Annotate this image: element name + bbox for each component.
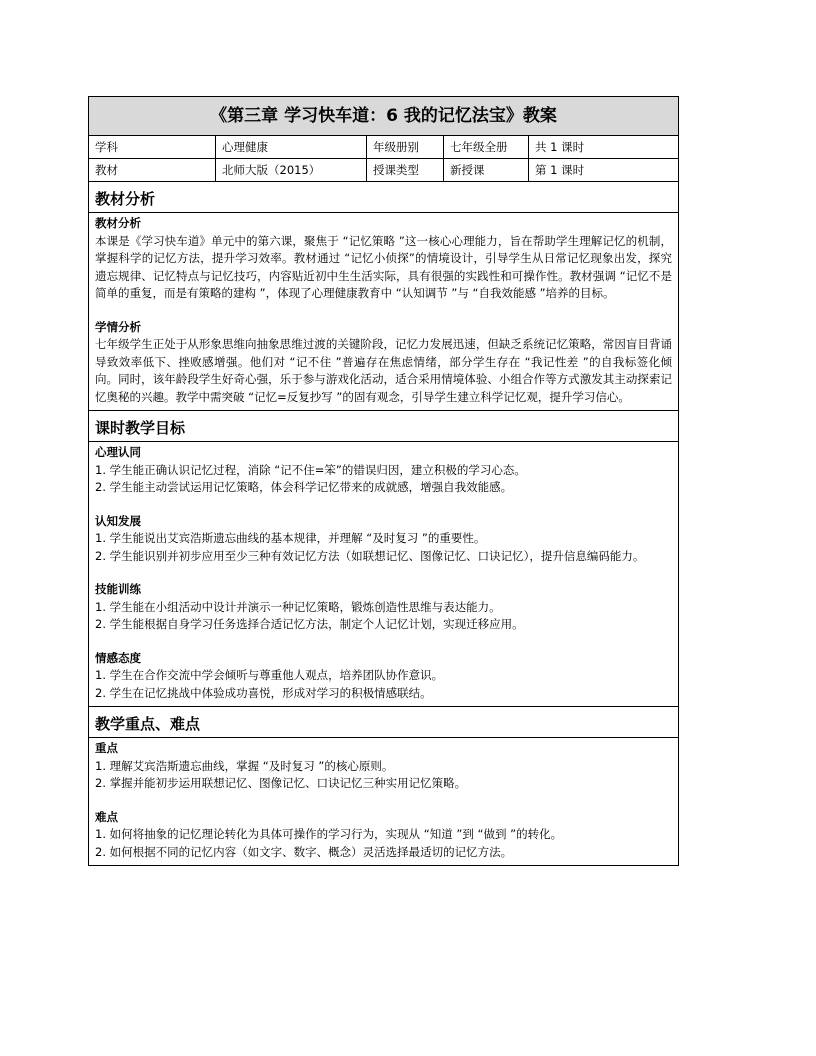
objective-item: 2. 学生能根据自身学习任务选择合适记忆方法，制定个人记忆计划，实现迁移应用。 [95,617,524,631]
info-row-1 [89,136,678,159]
objective-group-title: 心理认同 [95,445,141,459]
lesson-type-value: 新授课 [444,159,529,181]
objective-group-title: 情感态度 [95,650,141,665]
grade-label: 年级册别 [367,136,444,158]
objective-item: 1. 学生能在小组活动中设计并演示一种记忆策略，锻炼创造性思维与表达能力。 [95,599,501,614]
analysis-body [89,213,678,411]
objective-item: 1. 学生能说出艾宾浩斯遗忘曲线的基本规律，并理解 “及时复习 ”的重要性。 [95,531,486,545]
student-analysis-text: 七年级学生正处于从形象思维向抽象思维过渡的关键阶段，记忆力发展迅速，但缺乏系统记忆策略，常因盲目背诵导致效率低下、挫败感增强。他们对 “记不住 ”普遍存在焦虑情绪，部分学生存在 “我记性差 ”的自我标签化倾向。同时，该年龄段学生好奇心强，乐于参与游戏化活动，适合采用情境体验、小组合作等方式激发其主动探索记忆奥秘的兴趣。教学中需突破 “记忆=反复抄写 ”的固有观念，引导学生建立科学记忆观，提升学习信心。 [95,337,672,404]
objective-group-title: 技能训练 [95,582,141,596]
objective-item: 2. 学生能识别并初步应用至少三种有效记忆方法（如联想记忆、图像记忆、口诀记忆），提升信息编码能力。 [95,548,645,563]
difficulty-item: 2. 如何根据不同的记忆内容（如文字、数字、概念）灵活选择最适切的记忆方法。 [95,844,513,859]
difficulty-item: 1. 如何将抽象的记忆理论转化为具体可操作的学习行为，实现从 “知道 ”到 “做到 ”的转化。 [95,827,563,841]
total-hours: 共 1 课时 [535,140,585,154]
info-row-2 [89,159,678,182]
keypoints-body [89,738,678,865]
difficulty-group-title: 难点 [95,809,118,824]
lesson-type-label: 授课类型 [367,159,444,181]
lesson-plan-table [88,96,679,866]
student-analysis-title: 学情分析 [95,319,141,334]
lesson-number: 第 1 课时 [535,163,585,177]
textbook-label: 教材 [89,159,216,181]
textbook-analysis-text: 本课是《学习快车道》单元中的第六课，聚焦于 “记忆策略 ”这一核心心理能力，旨在帮助学生理解记忆的机制，掌握科学的记忆方法，提升学习效率。教材通过 “记忆小侦探”的情境设计，引导学生从日常记忆现象出发，探究遗忘规律、记忆特点与记忆技巧，内容贴近初中生生活实际，具有很强的实践性和可操作性。教材强调 “记忆不是简单的重复，而是有策略的建构 ”，体现了心理健康教育中 “认知调节 ”与 “自我效能感 ”培养的目标。 [95,233,672,300]
objectives-body [89,442,678,707]
document-title: 《第三章 学习快车道：6 我的记忆法宝》教案 [89,97,678,136]
objective-item: 2. 学生能主动尝试运用记忆策略，体会科学记忆带来的成就感，增强自我效能感。 [95,480,513,494]
objective-group-title: 认知发展 [95,513,141,528]
objectives-heading: 课时教学目标 [89,411,678,442]
keypoint-group-title: 重点 [95,741,118,755]
keypoint-item: 2. 掌握并能初步运用联想记忆、图像记忆、口诀记忆三种实用记忆策略。 [95,776,467,790]
analysis-heading: 教材分析 [89,182,678,213]
objective-item: 1. 学生在合作交流中学会倾听与尊重他人观点，培养团队协作意识。 [95,668,444,682]
keypoint-item: 1. 理解艾宾浩斯遗忘曲线，掌握 “及时复习 ”的核心原则。 [95,758,394,773]
grade-value: 七年级全册 [444,136,529,158]
textbook-value: 北师大版（2015） [216,159,367,181]
subject-value: 心理健康 [216,136,367,158]
subject-label: 学科 [89,136,216,158]
objective-item: 1. 学生能正确认识记忆过程，消除 “记不住=笨”的错误归因，建立积极的学习心态。 [95,462,526,477]
keypoints-heading: 教学重点、难点 [89,707,678,738]
objective-item: 2. 学生在记忆挑战中体验成功喜悦，形成对学习的积极情感联结。 [95,685,432,700]
textbook-analysis-title: 教材分析 [95,216,141,230]
